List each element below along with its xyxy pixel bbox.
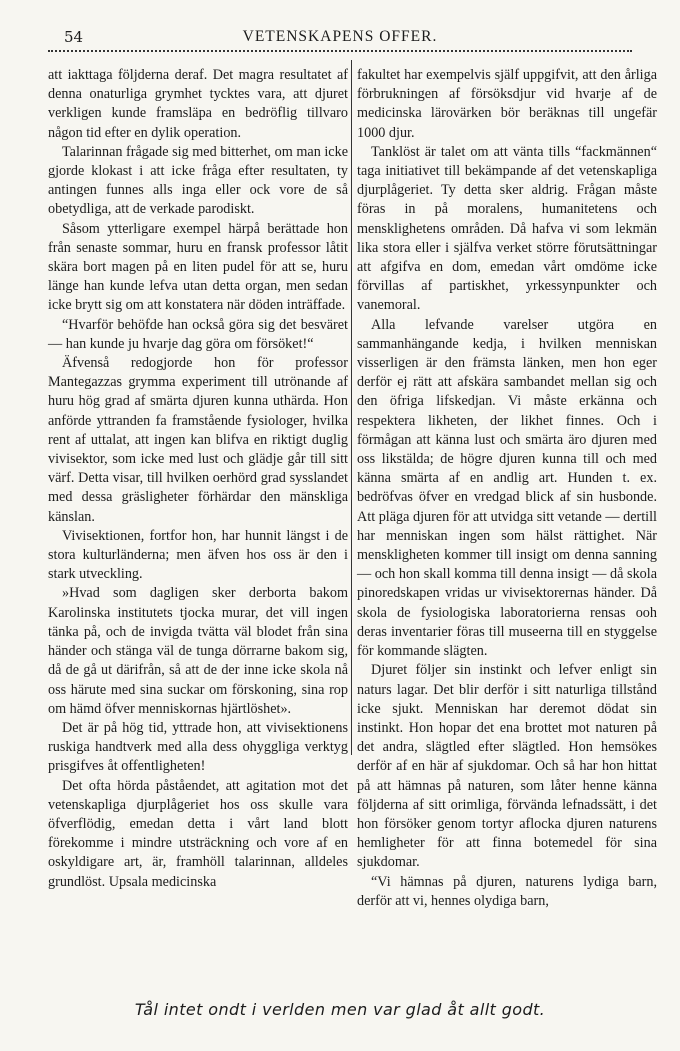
paragraph: Talarinnan frågade sig med bitterhet, om man icke gjorde klokast i att icke fråga efter resultaten, ty antingen funnes alls inga eller ock vore de så obetydliga, att de verkade parodiskt. bbox=[48, 143, 348, 218]
paragraph: Tanklöst är talet om att vänta tills “fackmännen“ taga initiativet till bekämpande af det vetenskapliga djurplågeriet. Ty detta sker aldrig. Frågan måste föras in på moralens, humanitetens och mensklighetens områden. Då hafva vi som lekmän lika stora eller i själfva verket större förutsättningar att afgifva en dom, emedan vårt omdöme icke förvillas af partiskhet, yrkessynpunkter och vanemoral. bbox=[357, 143, 657, 314]
paragraph: Det ofta hörda påståendet, att agitation mot det vetenskapliga djurplågeriet hos oss skulle vara öfverflödig, emedan detta i vårt land blott förekomme i mindre utsträckning och vore af en oskyldigare art, är, framhöll talarinnan, alldeles grundlöst. Upsala medicinska bbox=[48, 777, 348, 890]
right-column bbox=[357, 66, 657, 911]
running-title: VETENSKAPENS OFFER. bbox=[242, 28, 438, 45]
paragraph: Äfvenså redogjorde hon för professor Mantegazzas grymma experiment till utrönande af huru hög grad af smärta djuren kunna uthärda. Hon anförde yttranden fa framstående fysiologer, hvilka rent af uttalat, att ingen kan blifva en riktigt duglig vivisektor, som icke med lust och glädje går till sitt värf. Detta visar, till hvilken oerhörd grad sysslandet med dessa gräsligheter förhärdar den mänskliga känslan. bbox=[48, 355, 348, 525]
paragraph: “Hvarför behöfde han också göra sig det besväret — han kunde ju hvarje dag göra om försöket!“ bbox=[48, 316, 348, 352]
paragraph: Alla lefvande varelser utgöra en sammanhängande kedja, i hvilken menniskan visserligen är den främsta länken, men hon eger derför ej rätt att afskära sambandet mellan sig och den öfriga lifskedjan. Vi måste erkänna och respektera likheten, der likhet finnes. Och i förmågan att känna lust och smärta äro djuren med oss likstälda; de högre djuren kunna till och med känna smärta af en andlig art. Hunden t. ex. bedröfvas öfver en vredgad blick af sin husbonde. Att pläga djuren för att utvidga sitt vetande — dertill har menniskan ingen som hälst rättighet. När menskligheten kommer till insigt om denna sanning — och hon skall komma till denna insigt — då skola pinoredskapen vridas ur vivisektorernas händer. Då skola de fysiologiska laboratorierna rensas ooh deras inventarier föras till museerna till en styggelse för kommande slägten. bbox=[357, 316, 657, 660]
paragraph: “Vi hämnas på djuren, naturens lydiga barn, derför att vi, hennes olydiga barn, bbox=[357, 873, 657, 909]
column-divider bbox=[351, 60, 352, 755]
paragraph: Såsom ytterligare exempel härpå berättade hon från senaste sommar, huru en fransk professor låtit skära bort magen på en liten pudel för att se, huru länge han kunde lefva utan detta organ, men sedan icke brytt sig om att konstatera när döden inträffade. bbox=[48, 220, 348, 314]
page-header bbox=[48, 26, 632, 52]
paragraph: att iakttaga följderna deraf. Det magra resultatet af denna onaturliga grymhet tycktes vara, att djuret verkligen kunde framsläpa en bedröflig tillvaro någon tid efter en dylik operation. bbox=[48, 67, 348, 141]
paragraph: Djuret följer sin instinkt och lefver enligt sin naturs lagar. Det blir derför i sitt naturliga tillstånd icke sjukt. Menniskan har deremot dödat sin instinkt. Hon hopar det ena brottet mot naturen på det andra, slägtled efter slägtled. Hon hemsökes derför af en här af sjukdomar. Och så har hon hittat på att hämnas på naturen, som låter henne känna följderna af sitt orimliga, förvända lefnadssätt, i det hon försöker genom tortyr aflocka djuren naturens hemligheter för att finna botemedel för sina sjukdomar. bbox=[357, 662, 657, 871]
left-column bbox=[48, 66, 348, 892]
paragraph: fakultet har exempelvis själf uppgifvit, att den årliga förbrukningen af försöksdjur vid hvarje af de medicinska lärovärken bör beräknas till ungefär 1000 djur. bbox=[357, 67, 657, 141]
paragraph: »Hvad som dagligen sker derborta bakom Karolinska institutets tjocka murar, det vill ingen tänka på, och de invigda tvätta väl blodet från sina händer och stänga väl de tunga dörrarne bakom sig, då de gå ut därifrån, så att de der inne icke skola nå oss härute med sina suckar om förskoning, sina rop om hämd öfver menniskornas hjärtlöshet». bbox=[48, 585, 348, 717]
paragraph: Vivisektionen, fortfor hon, har hunnit längst i de stora kulturländerna; men äfven hos oss är den i stark utveckling. bbox=[48, 527, 348, 583]
paragraph: Det är på hög tid, yttrade hon, att vivisektionens ruskiga handtverk med alla dess ohyggliga verktyg prisgifves åt offentligheten! bbox=[48, 719, 348, 775]
footer-motto: Tål intet ondt i verlden men var glad åt allt godt. bbox=[134, 1000, 546, 1019]
page-number: 54 bbox=[64, 28, 84, 46]
